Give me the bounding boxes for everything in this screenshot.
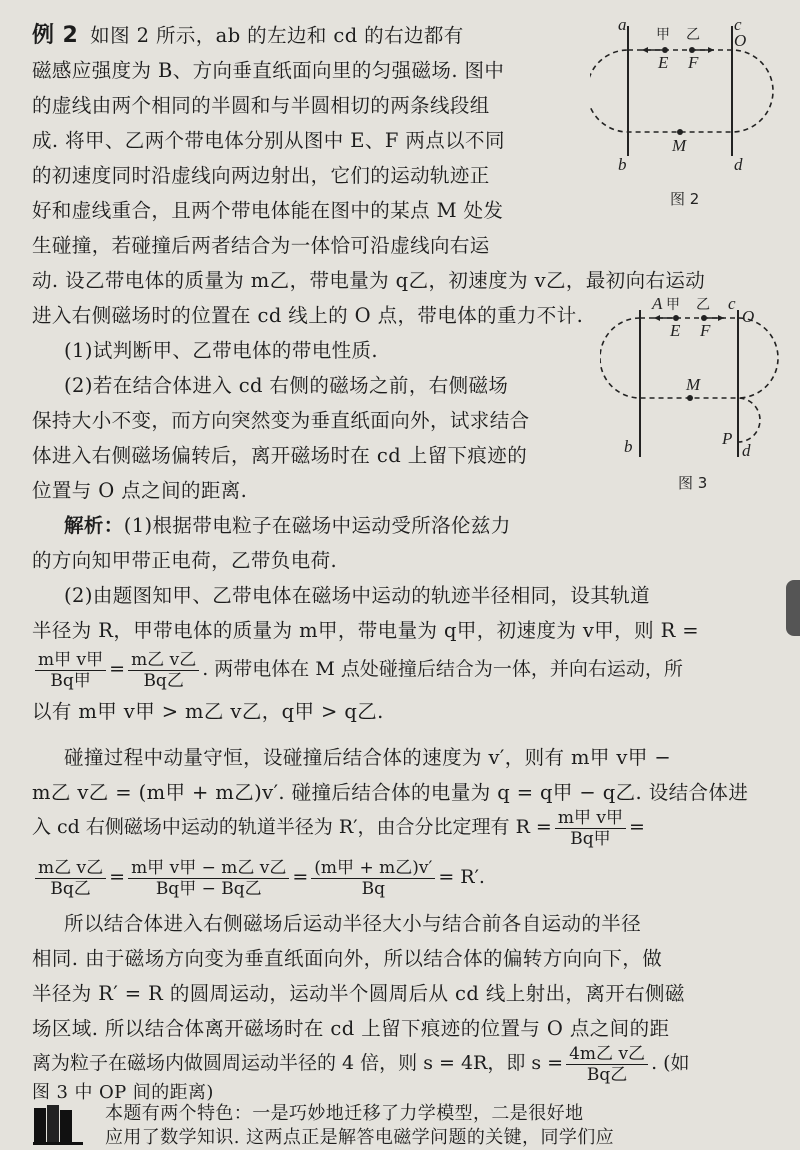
- momentum-line-2: m乙 v乙 = (m甲 + m乙)v′. 碰撞后结合体的电量为 q = q甲 − q乙. 设结合体进: [32, 781, 749, 804]
- conclusion-line-3: 半径为 R′ = R 的圆周运动，运动半个圆周后从 cd 线上射出，离开右侧磁: [32, 982, 685, 1005]
- fraction: $\frac{\text{m甲 v甲 − m乙 v乙}}{\text{Bq甲 − Bq乙}}$: [128, 858, 289, 899]
- label-b: b: [624, 437, 633, 456]
- final-result-line: 离为粒子在磁场内做圆周运动半径的 4 倍，则 s = 4R，即 s = $\frac{\text{4m乙 v乙}}{\text{Bq乙}}$ . (如: [32, 1043, 690, 1085]
- solution-part2-line-2: 半径为 R，甲带电体的质量为 m甲，带电量为 q甲，初速度为 v甲，则 R =: [32, 619, 699, 642]
- label-jia: 甲: [656, 27, 670, 43]
- label-E: E: [670, 321, 681, 340]
- label-b: b: [618, 155, 627, 174]
- fraction: $\frac{\text{4m乙 v乙}}{\text{Bq乙}}$: [566, 1044, 648, 1085]
- problem-line-7: 生碰撞，若碰撞后两者结合为一体恰可沿虚线向右运: [32, 234, 490, 257]
- solution-line-1: 解析：(1)根据带电粒子在磁场中运动受所洛伦兹力: [64, 514, 511, 537]
- label-yi: 乙: [686, 27, 700, 43]
- figure-3-diagram: [600, 292, 800, 492]
- question-2-line-1: (2)若在结合体进入 cd 右侧的磁场之前，右侧磁场: [64, 374, 509, 397]
- note-line-1: 本题有两个特色：一是巧妙地迁移了力学模型，二是很好地: [105, 1103, 584, 1124]
- conclusion-line-2: 相同. 由于磁场方向变为垂直纸面向外，所以结合体的偏转方向向下，做: [32, 947, 663, 970]
- label-P: P: [722, 429, 733, 448]
- label-d: d: [734, 155, 743, 174]
- label-a: a: [618, 15, 627, 34]
- problem-line-8: 动. 设乙带电体的质量为 m乙，带电量为 q乙，初速度为 v乙，最初向右运动: [32, 269, 706, 292]
- solution-line-2: 的方向知甲带正电荷，乙带负电荷.: [32, 549, 338, 572]
- problem-line-3: 的虚线由两个相同的半圆和与半圆相切的两条线段组: [32, 94, 490, 117]
- problem-line-6: 好和虚线重合，且两个带电体能在图中的某点 M 处发: [32, 199, 504, 222]
- problem-line-2: 磁感应强度为 B、方向垂直纸面向里的匀强磁场. 图中: [32, 59, 505, 82]
- label-jia: 甲: [666, 297, 680, 313]
- note-line-2: 应用了数学知识. 这两点正是解答电磁学问题的关键，同学们应: [105, 1127, 615, 1148]
- problem-line-4: 成. 将甲、乙两个带电体分别从图中 E、F 两点以不同: [32, 129, 505, 152]
- conclusion-line-1: 所以结合体进入右侧磁场后运动半径大小与结合前各自运动的半径: [64, 912, 642, 935]
- final-line-last: 图 3 中 OP 间的距离): [32, 1082, 214, 1103]
- solution-part2-line-1: (2)由题图知甲、乙带电体在磁场中运动的轨迹半径相同，设其轨道: [64, 584, 651, 607]
- momentum-line-1: 碰撞过程中动量守恒，设碰撞后结合体的速度为 v′，则有 m甲 v甲 −: [64, 746, 672, 769]
- solution-label: 解析：: [64, 514, 124, 537]
- figure-2-caption: 图 2: [670, 190, 700, 208]
- book-icon: [32, 1102, 90, 1146]
- formula-combined: $\frac{\text{m乙 v乙}}{\text{Bq乙}}$ = $\frac{\text{m甲 v甲 − m乙 v乙}}{\text{Bq甲 − Bq乙}}$ = $\frac{\text{(m甲 + m乙)v′}}{Bq}$ = R′.: [32, 856, 767, 898]
- momentum-line-3: 入 cd 右侧磁场中运动的轨道半径为 R′，由合分比定理有 R = $\frac{\text{m甲 v甲}}{\text{Bq甲}}$ =: [32, 807, 645, 849]
- question-2-line-3: 体进入右侧磁场偏转后，离开磁场时在 cd 上留下痕迹的: [32, 444, 528, 467]
- label-F: F: [700, 321, 711, 340]
- solution-part2-line-4: 以有 m甲 v甲 > m乙 v乙，q甲 > q乙.: [32, 700, 384, 723]
- figure-2-diagram: [590, 8, 800, 213]
- example-label: 例 2: [32, 23, 79, 48]
- fraction: $\frac{\text{m甲 v甲}}{\text{Bq甲}}$: [35, 650, 106, 691]
- question-1: (1)试判断甲、乙带电体的带电性质.: [64, 339, 379, 362]
- conclusion-line-4: 场区域. 所以结合体离开磁场时在 cd 上留下痕迹的位置与 O 点之间的距: [32, 1017, 670, 1040]
- label-F: F: [688, 53, 699, 72]
- figure-3-caption: 图 3: [678, 474, 708, 492]
- label-E: E: [658, 53, 669, 72]
- problem-line-5: 的初速度同时沿虚线向两边射出，它们的运动轨迹正: [32, 164, 490, 187]
- label-O: O: [734, 31, 747, 50]
- fraction: $\frac{\text{m乙 v乙}}{\text{Bq乙}}$: [128, 650, 199, 691]
- label-c: c: [728, 294, 736, 313]
- label-O: O: [742, 307, 755, 326]
- label-A: A: [652, 294, 663, 313]
- page-side-tab[interactable]: [786, 580, 800, 636]
- label-c: c: [734, 15, 742, 34]
- question-2-line-4: 位置与 O 点之间的距离.: [32, 479, 248, 502]
- question-2-line-2: 保持大小不变，而方向突然变为垂直纸面向外，试求结合: [32, 409, 530, 432]
- label-M: M: [672, 136, 687, 155]
- fraction: $\frac{\text{m甲 v甲}}{\text{Bq甲}}$: [555, 808, 626, 849]
- fraction: $\frac{\text{m乙 v乙}}{\text{Bq乙}}$: [35, 858, 106, 899]
- problem-line-1: 例 2 如图 2 所示，ab 的左边和 cd 的右边都有: [32, 23, 464, 48]
- problem-line-9: 进入右侧磁场时的位置在 cd 线上的 O 点，带电体的重力不计.: [32, 304, 584, 327]
- fraction: $\frac{\text{(m甲 + m乙)v′}}{Bq}$: [311, 858, 435, 899]
- label-yi: 乙: [696, 297, 710, 313]
- label-M: M: [686, 375, 701, 394]
- formula-radius: $\frac{\text{m甲 v甲}}{\text{Bq甲}}$ = $\frac{\text{m乙 v乙}}{\text{Bq乙}}$ . 两带电体在 M 点处碰撞后结合为一体，并向右运动，所: [32, 648, 767, 690]
- label-d: d: [742, 441, 751, 460]
